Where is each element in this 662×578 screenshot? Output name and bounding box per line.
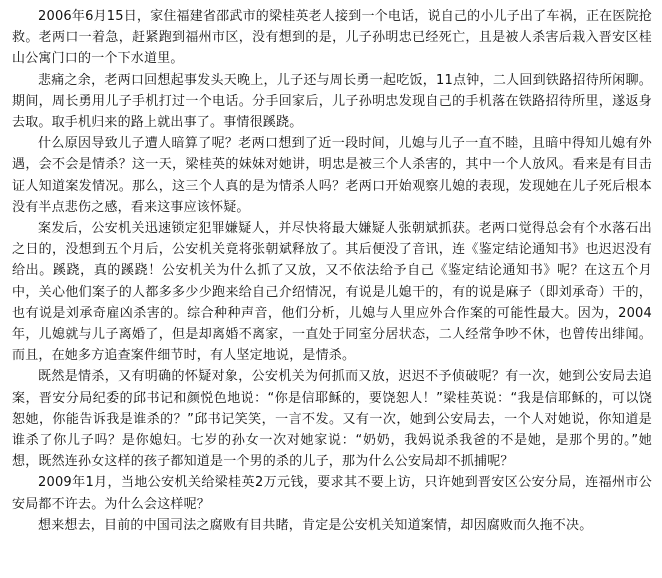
article-paragraph-2: 悲痛之余，老两口回想起事发头天晚上，儿子还与周长勇一起吃饭，11点钟，二人回到铁路招待所闲聊。期间，周长勇用儿子手机打过一个电话。分手回家后，儿子孙明忠发现自己的手机落在铁路招待所里，遂返身去取。取手机归来的路上就出事了。事情很蹊跷。 [12,72,652,131]
article-paragraph-7: 想来想去，目前的中国司法之腐败有目共睹，肯定是公安机关知道案情，却因腐败而久拖不决。 [38,517,593,533]
article-paragraph-5: 既然是情杀，又有明确的怀疑对象，公安机关为何抓而又放，迟迟不予侦破呢？有一次，她到公安局去追案，晋安分局纪委的邱书记和颜悦色地说：“你是信耶稣的，要饶恕人！”梁桂英说：“我是信耶稣的，可以饶恕她，你能告诉我是谁杀的？”邱书记笑笑，一言不发。又有一次，她到公安局去，一个人对她说，你知道是谁杀了你儿子吗？是你媳妇。七岁的孙女一次对她家说：“奶奶，我妈说杀我爸的不是她，是那个男的。”她想，既然连孙女这样的孩子都知道是一个男的杀的儿子，那为什么公安局却不抓捕呢？ [12,369,652,470]
article-paragraph-4: 案发后，公安机关迅速锁定犯罪嫌疑人，并尽快将最大嫌疑人张朝斌抓获。老两口觉得总会有个水落石出之日的，没想到五个月后，公安机关竟将张朝斌释放了。其后便没了音讯，连《鉴定结论通知书》也迟迟没有给出。蹊跷，真的蹊跷！公安机关为什么抓了又放，又不依法给予自己《鉴定结论通知书》呢？在这五个月中，关心他们案子的人都多多少少跑来给自己介绍情况，有说是儿媳干的，有的说是麻子（即刘承奇）干的，也有说是刘承奇雇凶杀害的。综合种种声音，他们分析，儿媳与人里应外合作案的可能性最大。因为，2004年，儿媳就与儿子离婚了，但是却离婚不离家，一直处于同室分居状态，二人经常争吵不休，也曾传出绯闻。而且，在她多方追查案件细节时，有人坚定地说，是情杀。 [12,221,652,364]
article-paragraph-1: 2006年6月15日，家住福建省邵武市的梁桂英老人接到一个电话，说自己的小儿子出了车祸，正在医院抢救。老两口一着急，赶紧跑到福州市区，没有想到的是，儿子孙明忠已经死亡，且是被人杀害后栽入晋安区桂山公寓门口的一个下水道里。 [12,9,652,67]
article-paragraph-3: 什么原因导致儿子遭人暗算了呢？老两口想到了近一段时间，儿媳与儿子一直不睦，且暗中得知儿媳有外遇，会不会是情杀？这一天，梁桂英的妹妹对她讲，明忠是被三个人杀害的，其中一个人放风。看来是有目击证人知道案发情况。那么，这三个人真的是为情杀人吗？老两口开始观察儿媳的表现，发现她在儿子死后根本没有半点悲伤之感，看来这事应该怀疑。 [12,136,652,215]
article-paragraph-6: 2009年1月，当地公安机关给梁桂英2万元钱，要求其不要上访，只许她到晋安区公安分局，连福州市公安局都不许去。为什么会这样呢？ [12,475,652,512]
